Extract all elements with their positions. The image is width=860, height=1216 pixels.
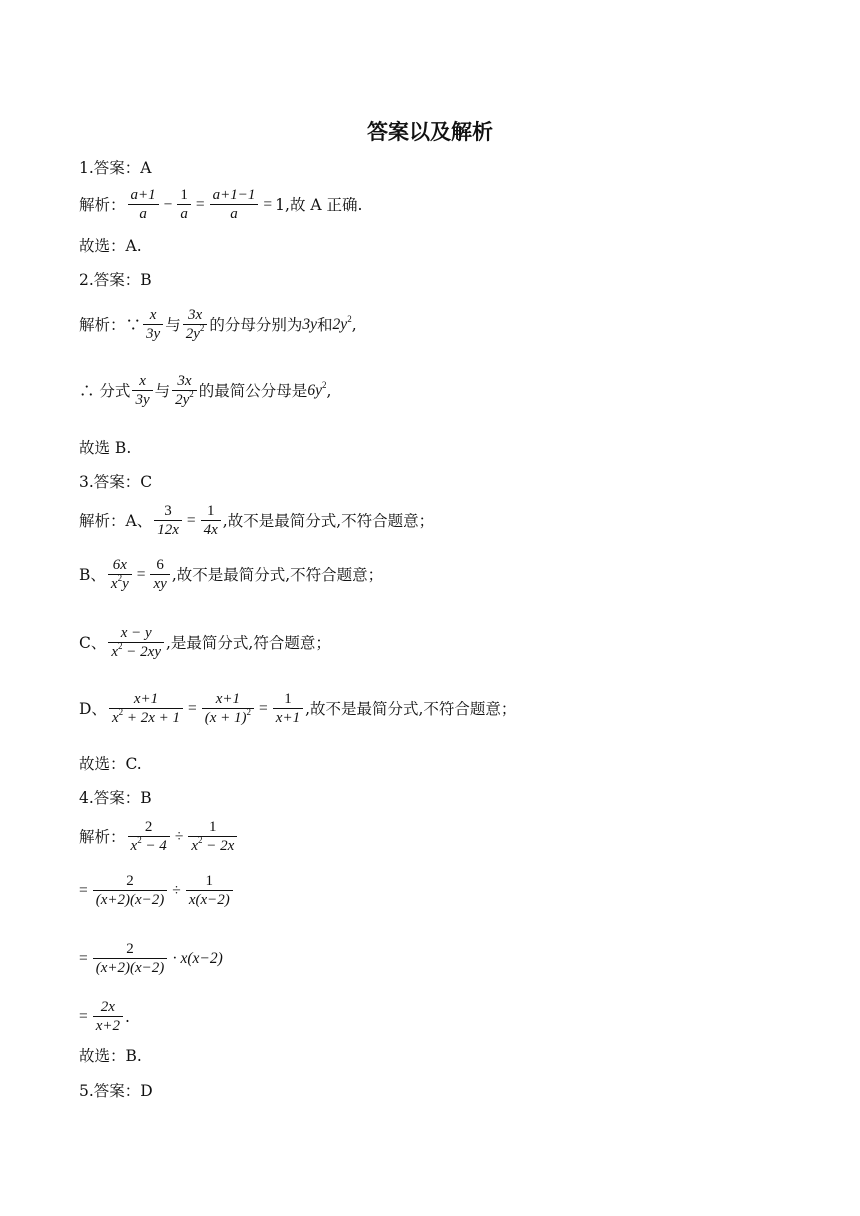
q3-option-d: D、 $\frac{x+1}{x^2 + 2x + 1}$ = $\frac{x+1}{(x + 1)^2}$ = $\frac{1}{x+1}$ ,故不是最简分式,不符合题意；: [79, 691, 517, 726]
q2-end2: ,: [326, 381, 332, 400]
q1-answer: 1.答案：A: [79, 159, 152, 177]
q2-answer: 2.答案：B: [79, 271, 152, 289]
q3-answer: 3.答案：C: [79, 473, 153, 491]
q4-frac-1: $\frac{2}{x^2 - 4}$: [128, 818, 170, 855]
q1-result: 1: [275, 195, 286, 214]
q4-choice: 故选：B.: [79, 1047, 142, 1065]
q3-a-frac-2: $\frac{1}{4x}$: [201, 502, 221, 539]
q3-d-frac-2: $\frac{x+1}{(x + 1)^2}$: [202, 690, 254, 727]
q5-answer: 5.答案：D: [79, 1082, 153, 1100]
q3-b-frac-1: $\frac{6x}{x^2y}$: [108, 556, 132, 593]
q3-a-frac-1: $\frac{3}{12x}$: [154, 502, 182, 539]
q1-analysis-label: 解析：: [79, 195, 126, 214]
q2-text2: 的最简公分母是: [198, 381, 308, 400]
q3-option-a: 解析：A、 $\frac{3}{12x}$ = $\frac{1}{4x}$ ,故不是最简分式,不符合题意；: [79, 503, 435, 538]
q3-choice: 故选：C.: [79, 755, 142, 773]
q4-step-3: = $\frac{2x}{x+2}$ .: [79, 999, 130, 1034]
q1-analysis: 解析： $\frac{a+1}{a}$ − $\frac{1}{a}$ = $\frac{a+1-1}{a}$ = 1 ,故 A 正确.: [79, 187, 363, 222]
q2-frac-b: $\frac{3x}{2y^2}$: [183, 306, 208, 343]
q3-d-text: ,故不是最简分式,不符合题意；: [305, 699, 517, 718]
q2-d2: $2y^2$: [332, 313, 352, 333]
q2-he: 和: [317, 315, 333, 334]
q4-step1-frac-1: $\frac{2}{(x+2)(x-2)}$: [93, 872, 168, 909]
q2-text1: 的分母分别为: [209, 315, 303, 334]
q3-c-frac: $\frac{x - y}{x^2 - 2xy}$: [108, 624, 164, 661]
q4-step-2: = $\frac{2}{(x+2)(x-2)}$ · x(x−2): [79, 941, 223, 976]
q3-c-label: C、: [79, 633, 107, 652]
q1-choice: 故选：A.: [79, 237, 142, 255]
q2-d1: 3y: [302, 315, 318, 333]
q4-step1-frac-2: $\frac{1}{x(x-2)}$: [186, 872, 233, 909]
q4-step2-tail: x(x−2): [180, 949, 223, 967]
q2-frac-b2: $\frac{3x}{2y^2}$: [172, 372, 197, 409]
page-title: 答案以及解析: [367, 120, 493, 144]
q3-b-frac-2: $\frac{6}{xy}$: [150, 556, 169, 593]
q1-frac-3: $\frac{a+1-1}{a}$: [210, 186, 259, 223]
q4-analysis: 解析： $\frac{2}{x^2 - 4}$ ÷ $\frac{1}{x^2 - 2x}$: [79, 818, 239, 855]
q3-d-frac-1: $\frac{x+1}{x^2 + 2x + 1}$: [109, 690, 183, 727]
q2-frac-a2: $\frac{x}{3y}$: [132, 372, 152, 409]
q4-step-1: = $\frac{2}{(x+2)(x-2)}$ ÷ $\frac{1}{x(x-2)}$: [79, 872, 235, 909]
q4-step2-frac: $\frac{2}{(x+2)(x-2)}$: [93, 940, 168, 977]
q2-analysis-label: 解析：∵: [79, 315, 142, 334]
q2-end1: ,: [351, 315, 357, 334]
q2-analysis: [79, 306, 357, 343]
q1-frac-1: $\frac{a+1}{a}$: [128, 186, 159, 223]
q4-frac-2: $\frac{1}{x^2 - 2x}$: [188, 818, 237, 855]
q2-frac-a: $\frac{x}{3y}$: [143, 306, 163, 343]
q3-b-text: ,故不是最简分式,不符合题意；: [171, 565, 384, 584]
q1-frac-2: $\frac{1}{a}$: [177, 186, 191, 223]
q2-choice: 故选 B.: [79, 439, 132, 457]
q4-step3-frac: $\frac{2x}{x+2}$: [93, 998, 123, 1035]
q3-analysis-label: 解析：A、: [79, 511, 153, 530]
q2-yu: 与: [165, 315, 181, 334]
q3-d-frac-3: $\frac{1}{x+1}$: [273, 690, 303, 727]
q3-a-text: ,故不是最简分式,不符合题意；: [222, 511, 435, 530]
q3-option-b: B、 $\frac{6x}{x^2y}$ = $\frac{6}{xy}$ ,故不是最简分式,不符合题意；: [79, 557, 384, 592]
q3-option-c: [79, 624, 331, 661]
q3-d-label: D、: [79, 699, 107, 718]
q4-analysis-label: 解析：: [79, 827, 126, 846]
q2-therefore: [79, 372, 331, 409]
q2-therefore-label: ∴ 分式: [79, 381, 131, 400]
q4-answer: 4.答案：B: [79, 789, 152, 807]
q1-tail: ,故 A 正确.: [285, 195, 363, 214]
q3-c-text: ,是最简分式,符合题意；: [165, 633, 331, 652]
q2-yu-2: 与: [154, 381, 171, 400]
q2-lcd: $6y^2$: [307, 379, 327, 399]
q3-b-label: B、: [79, 565, 106, 584]
